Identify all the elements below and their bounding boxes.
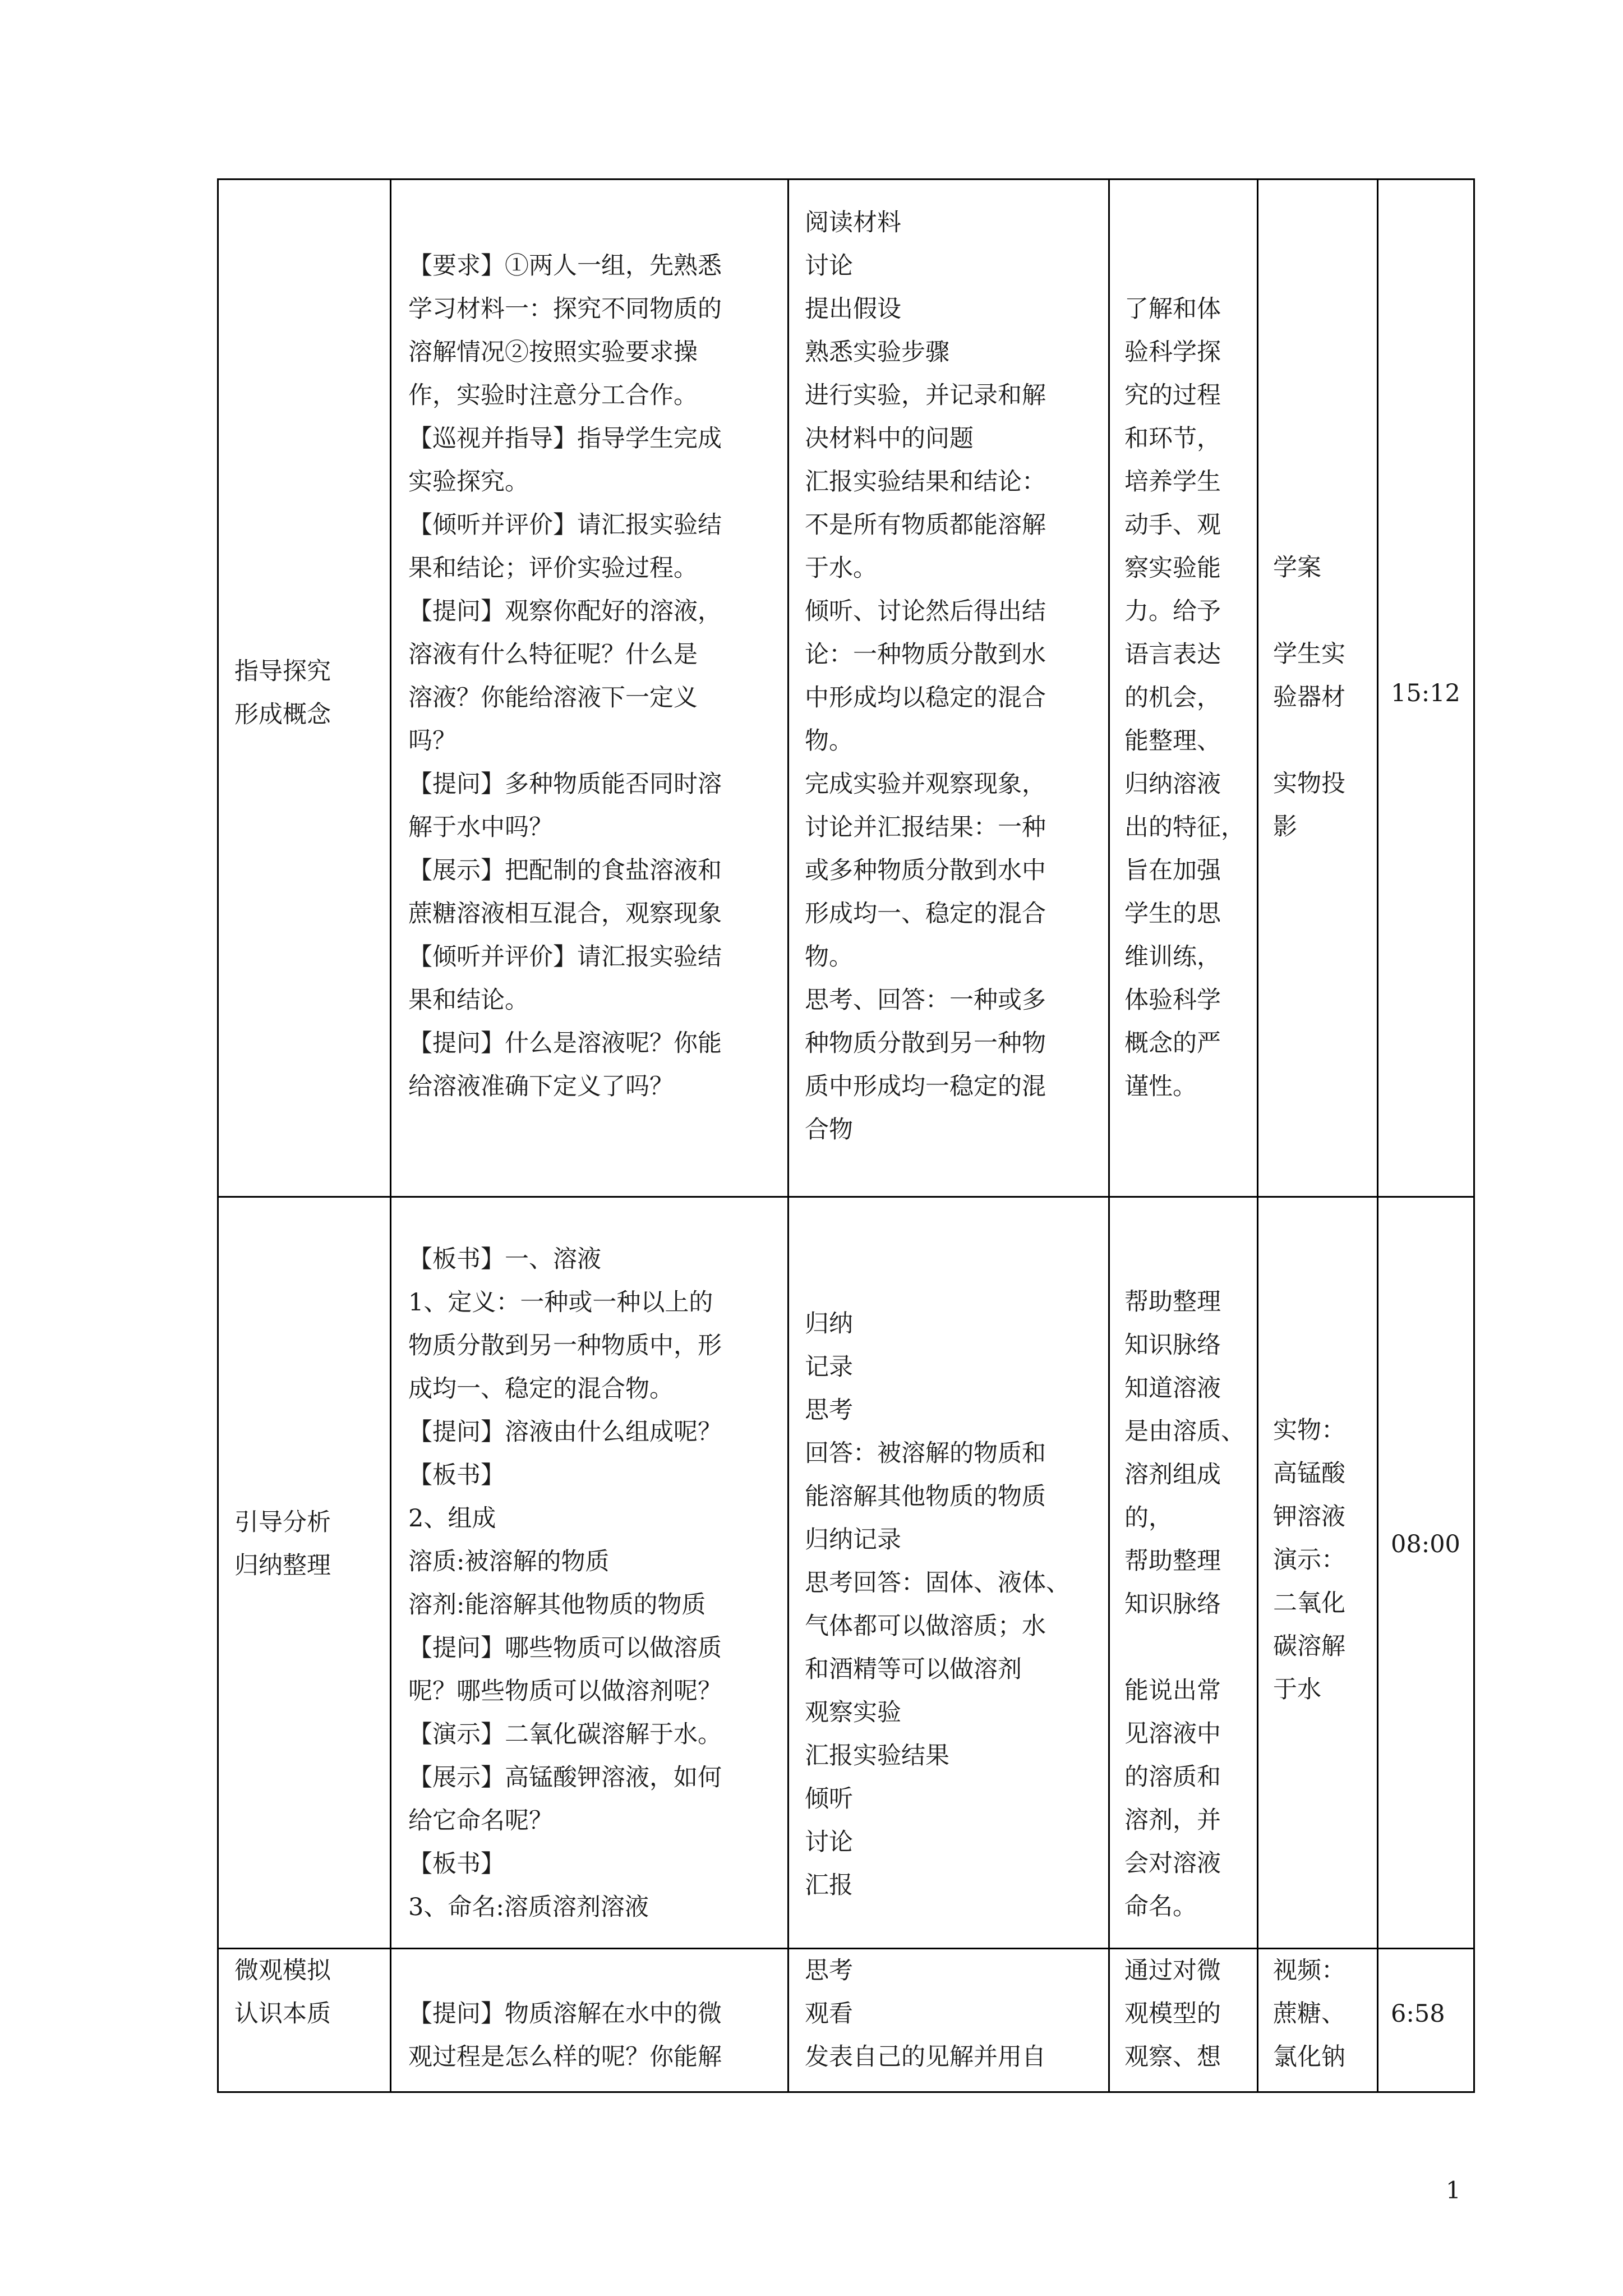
student-activity-text: 阅读材料 讨论 提出假设 熟悉实验步骤 进行实验，并记录和解 决材料中的问题 汇报实验结果和结论： 不是所有物质都能溶解 于水。 倾听、讨论然后得出结 论：一种物质分散到水 中形成均以稳定的混合 物。 完成实验并观察现象， 讨论并汇报结果：一种 或多种物质分散到水中 形成均一、稳定的混合 物。 思考、回答：一种或多 种物质分散到另一种物 质中形成均一稳定的混 合物 (805, 209, 1046, 1144)
time-text: 08:00 (1391, 1530, 1460, 1558)
teacher-activity-cell (391, 1949, 789, 2092)
resource-text: 学案 学生实 验器材 实物投 影 (1273, 554, 1345, 841)
design-intent-text: 了解和体 验科学探 究的过程 和环节， 培养学生 动手、观 察实验能 力。给予 语言表达 的机会， 能整理、 归纳溶液 出的特征， 旨在加强 学生的思 维训练， 体验科学 概念的严 谨性。 (1124, 295, 1245, 1101)
stage-cell (218, 1949, 391, 2092)
design-intent-text: 帮助整理 知识脉络 知道溶液 是由溶质、 溶剂组成 的， 帮助整理 知识脉络 能说出常 见溶液中 的溶质和 溶剂，并 会对溶液 命名。 (1124, 1288, 1245, 1921)
resource-text: 视频： 蔗糖、 氯化钠 (1273, 1957, 1345, 2071)
teacher-activity-text: 【板书】一、溶液 1、定义：一种或一种以上的 物质分散到另一种物质中，形 成均一、稳定的混合物。 【提问】溶液由什么组成呢？ 【板书】 2、组成 溶质:被溶解的物质 溶剂:能溶解其他物质的物质 【提问】哪些物质可以做溶质 呢？哪些物质可以做溶剂呢？ 【演示】二氧化碳溶解于水。 【展示】高锰酸钾溶液，如何 给它命名呢？ 【板书】 3、命名:溶质溶剂溶液 (408, 1245, 722, 1921)
table-row (218, 180, 1474, 1197)
student-activity-text: 归纳 记录 思考 回答：被溶解的物质和 能溶解其他物质的物质 归纳记录 思考回答：固体、液体、 气体都可以做溶质；水 和酒精等可以做溶剂 观察实验 汇报实验结果 倾听 讨论 汇报 (805, 1310, 1070, 1899)
design-intent-cell (1109, 180, 1258, 1197)
time-cell (1378, 1949, 1474, 2092)
resource-cell (1258, 180, 1378, 1197)
page-number: 1 (1446, 2177, 1461, 2204)
teacher-activity-cell (391, 180, 789, 1197)
resource-text: 实物： 高锰酸 钾溶液 演示： 二氧化 碳溶解 于水 (1273, 1416, 1345, 1704)
stage-text: 引导分析 归纳整理 (234, 1508, 331, 1580)
time-text: 6:58 (1391, 2000, 1445, 2028)
time-cell (1378, 1197, 1474, 1949)
design-intent-cell (1109, 1949, 1258, 2092)
lesson-plan-table (217, 178, 1475, 2093)
time-text: 15:12 (1391, 679, 1460, 707)
time-cell (1378, 180, 1474, 1197)
teacher-activity-text: 【提问】物质溶解在水中的微 观过程是怎么样的呢？你能解 (408, 2000, 722, 2071)
stage-text: 微观模拟 认识本质 (234, 1957, 331, 2028)
table-row (218, 1197, 1474, 1949)
design-intent-text: 通过对微 观模型的 观察、想 (1124, 1957, 1221, 2071)
student-activity-cell (789, 180, 1109, 1197)
teacher-activity-cell (391, 1197, 789, 1949)
student-activity-cell (789, 1949, 1109, 2092)
resource-cell (1258, 1197, 1378, 1949)
table-row (218, 1949, 1474, 2092)
student-activity-text: 思考 观看 发表自己的见解并用自 (805, 1957, 1046, 2071)
design-intent-cell (1109, 1197, 1258, 1949)
student-activity-cell (789, 1197, 1109, 1949)
stage-cell (218, 180, 391, 1197)
stage-cell (218, 1197, 391, 1949)
resource-cell (1258, 1949, 1378, 2092)
teacher-activity-text: 【要求】①两人一组，先熟悉 学习材料一：探究不同物质的 溶解情况②按照实验要求操 作，实验时注意分工合作。 【巡视并指导】指导学生完成 实验探究。 【倾听并评价】请汇报实验结 果和结论；评价实验过程。 【提问】观察你配好的溶液， 溶液有什么特征呢？什么是 溶液？你能给溶液下一定义 吗？ 【提问】多种物质能否同时溶 解于水中吗？ 【展示】把配制的食盐溶液和 蔗糖溶液相互混合，观察现象 【倾听并评价】请汇报实验结 果和结论。 【提问】什么是溶液呢？你能 给溶液准确下定义了吗？ (408, 252, 722, 1101)
stage-text: 指导探究 形成概念 (234, 657, 331, 729)
